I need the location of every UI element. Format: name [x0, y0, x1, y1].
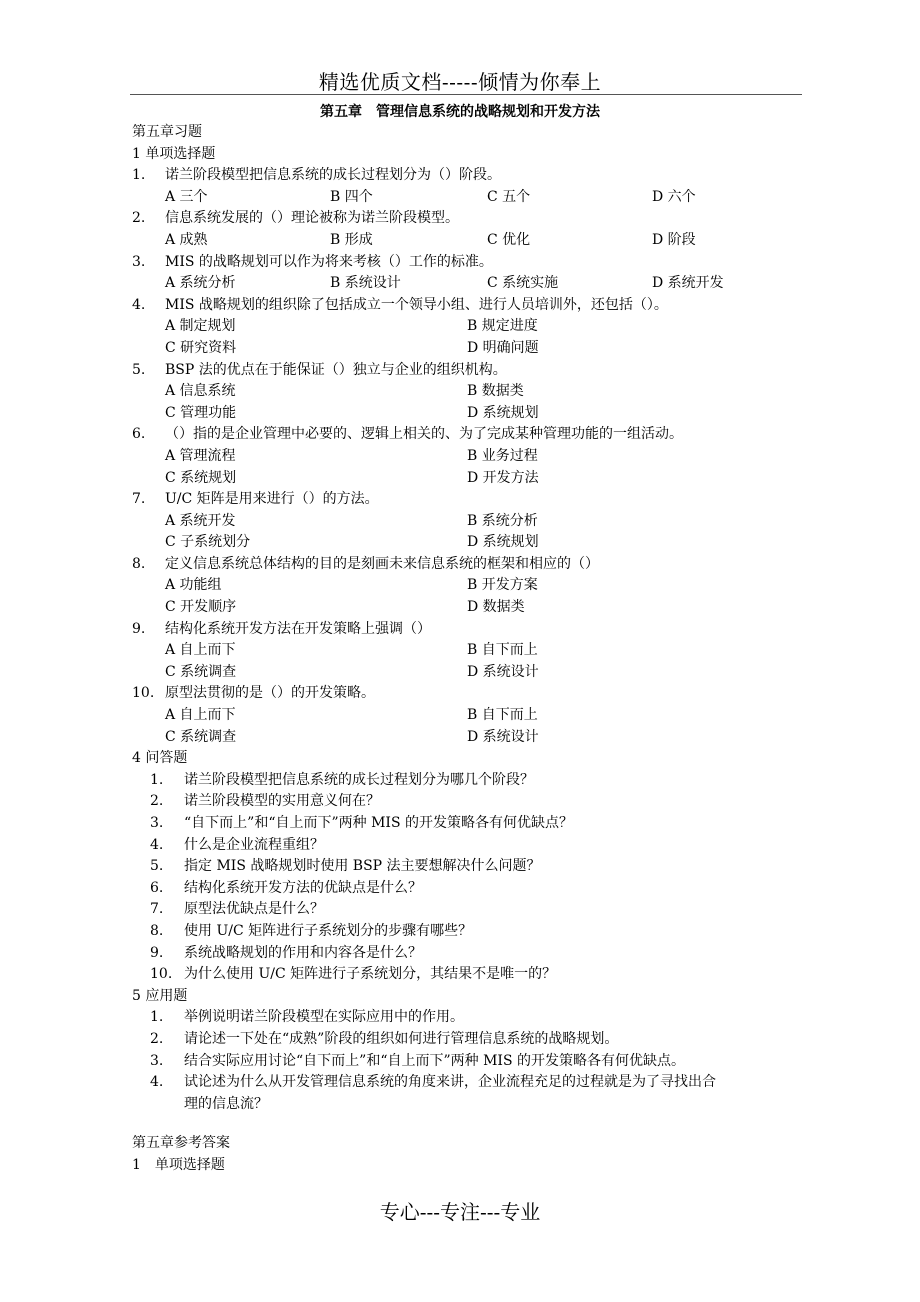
option: D 明确问题	[467, 339, 539, 356]
qa-item	[132, 835, 812, 857]
option: B 四个	[330, 188, 373, 205]
part1-heading: 1 单项选择题	[132, 145, 216, 162]
item-number: 3.	[150, 815, 164, 831]
question-text: MIS 战略规划的组织除了包括成立一个领导小组、进行人员培训外，还包括（）。	[165, 296, 668, 313]
options-row	[132, 597, 812, 619]
question-text: 原型法贯彻的是（）的开发策略。	[165, 685, 375, 702]
item-text: 什么是企业流程重组？	[184, 836, 324, 853]
option: C 优化	[487, 231, 531, 248]
option: D 系统设计	[467, 728, 539, 745]
question-number: 5.	[132, 361, 146, 378]
question-number: 7.	[132, 491, 146, 508]
item-text: 为什么使用 U/C 矩阵进行子系统划分，其结果不是唯一的？	[184, 966, 557, 983]
item-number: 2.	[150, 1030, 164, 1047]
question-number: 4.	[132, 296, 146, 313]
answers-heading: 第五章参考答案	[132, 1135, 230, 1152]
spacer	[132, 1115, 812, 1133]
question-text: 信息系统发展的（）理论被称为诺兰阶段模型。	[165, 210, 459, 227]
option: D 系统规划	[467, 404, 539, 421]
option: C 系统调查	[165, 728, 237, 745]
item-number: 6.	[150, 879, 164, 896]
option: B 开发方案	[467, 577, 538, 594]
options-row	[132, 575, 812, 597]
option: A 管理流程	[165, 447, 236, 464]
options-row	[132, 468, 812, 490]
qa-item	[132, 770, 812, 792]
option: B 自下而上	[467, 642, 538, 659]
question-number: 2.	[132, 210, 146, 227]
option: C 子系统划分	[165, 534, 251, 551]
item-text: 结构化系统开发方法的优缺点是什么？	[184, 879, 422, 896]
qa-item	[132, 791, 812, 813]
option: D 系统开发	[652, 275, 724, 292]
item-number: 1.	[150, 771, 164, 788]
mcq-question	[132, 424, 812, 446]
options-row	[132, 640, 812, 662]
document-body	[132, 122, 812, 1177]
chapter-title: 第五章 管理信息系统的战略规划和开发方法	[320, 104, 600, 120]
option: D 阶段	[652, 231, 696, 248]
item-text: “自下而上”和“自上而下”两种 MIS 的开发策略各有何优缺点？	[184, 815, 573, 831]
options-row	[132, 187, 812, 209]
item-number: 2.	[150, 793, 164, 810]
question-text: （）指的是企业管理中必要的、逻辑上相关的、为了完成某种管理功能的一组活动。	[165, 426, 683, 443]
page-footer: 专心---专注---专业	[379, 1200, 541, 1224]
options-row	[132, 511, 812, 533]
question-text: MIS 的战略规划可以作为将来考核（）工作的标准。	[165, 253, 493, 270]
header-rule	[130, 94, 802, 95]
item-text: 原型法优缺点是什么？	[184, 901, 324, 918]
item-text: 诺兰阶段模型把信息系统的成长过程划分为哪几个阶段？	[184, 771, 534, 788]
item-number: 7.	[150, 901, 164, 918]
mcq-question	[132, 208, 812, 230]
mcq-question	[132, 252, 812, 274]
mcq-question	[132, 360, 812, 382]
option: D 数据类	[467, 599, 525, 616]
question-text: U/C 矩阵是用来进行（）的方法。	[165, 491, 379, 508]
qa-item	[132, 878, 812, 900]
mcq-question	[132, 619, 812, 641]
app-list	[132, 1007, 812, 1115]
application-item	[132, 1072, 812, 1094]
qa-item	[132, 899, 812, 921]
item-number: 8.	[150, 922, 164, 939]
qa-item	[132, 921, 812, 943]
option: D 系统设计	[467, 663, 539, 680]
answers-part1-heading: 1 单项选择题	[132, 1156, 225, 1173]
option: A 成熟	[165, 231, 208, 248]
mcq-question	[132, 554, 812, 576]
option: C 开发顺序	[165, 599, 237, 616]
item-text: 诺兰阶段模型的实用意义何在？	[184, 793, 380, 810]
option: C 五个	[487, 188, 531, 205]
option: A 系统开发	[165, 512, 236, 529]
section-heading: 第五章习题	[132, 124, 202, 140]
item-text: 试论述为什么从开发管理信息系统的角度来讲，企业流程充足的过程就是为了寻找出合	[184, 1074, 716, 1091]
item-text: 举例说明诺兰阶段模型在实际应用中的作用。	[184, 1009, 464, 1026]
application-item	[132, 1007, 812, 1029]
item-continuation: 理的信息流？	[184, 1095, 268, 1112]
options-row	[132, 338, 812, 360]
item-text: 指定 MIS 战略规划时使用 BSP 法主要想解决什么问题？	[184, 858, 541, 875]
part4-heading: 4 问答题	[132, 750, 188, 767]
options-row	[132, 532, 812, 554]
option: B 系统设计	[330, 275, 401, 292]
option: C 系统调查	[165, 663, 237, 680]
qa-item	[132, 964, 812, 986]
item-number: 9.	[150, 944, 164, 961]
option: A 三个	[165, 188, 208, 205]
item-number: 1.	[150, 1009, 164, 1026]
options-row	[132, 662, 812, 684]
option: A 功能组	[165, 577, 222, 594]
application-item	[132, 1051, 812, 1073]
options-row	[132, 446, 812, 468]
qa-item	[132, 943, 812, 965]
option: B 自下而上	[467, 707, 538, 724]
question-text: 诺兰阶段模型把信息系统的成长过程划分为（）阶段。	[165, 167, 501, 184]
question-number: 3.	[132, 253, 146, 270]
qa-list	[132, 770, 812, 986]
item-number: 5.	[150, 858, 164, 875]
option: A 自上而下	[165, 707, 236, 724]
option: D 六个	[652, 188, 696, 205]
question-number: 9.	[132, 620, 146, 637]
option: A 自上而下	[165, 642, 236, 659]
option: B 数据类	[467, 383, 524, 400]
mcq-question	[132, 683, 812, 705]
question-number: 1.	[132, 167, 146, 184]
item-number: 3.	[150, 1052, 164, 1069]
item-text: 结合实际应用讨论“自下而上”和“自上而下”两种 MIS 的开发策略各有何优缺点。	[184, 1052, 685, 1069]
options-row	[132, 381, 812, 403]
option: B 形成	[330, 231, 373, 248]
options-row	[132, 403, 812, 425]
item-text: 系统战略规划的作用和内容各是什么？	[184, 944, 422, 961]
option: A 系统分析	[165, 275, 236, 292]
question-number: 6.	[132, 426, 146, 443]
qa-item	[132, 856, 812, 878]
option: C 系统规划	[165, 469, 237, 486]
option: C 研究资料	[165, 339, 237, 356]
question-text: BSP 法的优点在于能保证（）独立与企业的组织机构。	[165, 361, 507, 378]
question-number: 10.	[132, 685, 155, 702]
page-header: 精选优质文档-----倾情为你奉上	[318, 70, 602, 94]
options-row	[132, 727, 812, 749]
qa-item	[132, 813, 812, 835]
mcq-list	[132, 165, 812, 748]
question-number: 8.	[132, 555, 146, 572]
mcq-question	[132, 295, 812, 317]
option: A 制定规划	[165, 318, 236, 335]
options-row	[132, 316, 812, 338]
question-text: 定义信息系统总体结构的目的是刻画未来信息系统的框架和相应的（）	[165, 555, 599, 572]
part5-heading: 5 应用题	[132, 987, 188, 1004]
options-row	[132, 705, 812, 727]
option: D 系统规划	[467, 534, 539, 551]
option: D 开发方法	[467, 469, 539, 486]
option: B 规定进度	[467, 318, 538, 335]
option: B 系统分析	[467, 512, 538, 529]
mcq-question	[132, 165, 812, 187]
option: A 信息系统	[165, 383, 236, 400]
item-number: 10.	[150, 966, 173, 983]
item-text: 请论述一下处在“成熟”阶段的组织如何进行管理信息系统的战略规划。	[184, 1030, 619, 1047]
option: C 管理功能	[165, 404, 237, 421]
item-number: 4.	[150, 1074, 164, 1091]
option: C 系统实施	[487, 275, 559, 292]
options-row	[132, 273, 812, 295]
question-text: 结构化系统开发方法在开发策略上强调（）	[165, 620, 431, 637]
options-row	[132, 230, 812, 252]
mcq-question	[132, 489, 812, 511]
application-item	[132, 1029, 812, 1051]
option: B 业务过程	[467, 447, 538, 464]
item-text: 使用 U/C 矩阵进行子系统划分的步骤有哪些？	[184, 922, 473, 939]
item-number: 4.	[150, 836, 164, 853]
